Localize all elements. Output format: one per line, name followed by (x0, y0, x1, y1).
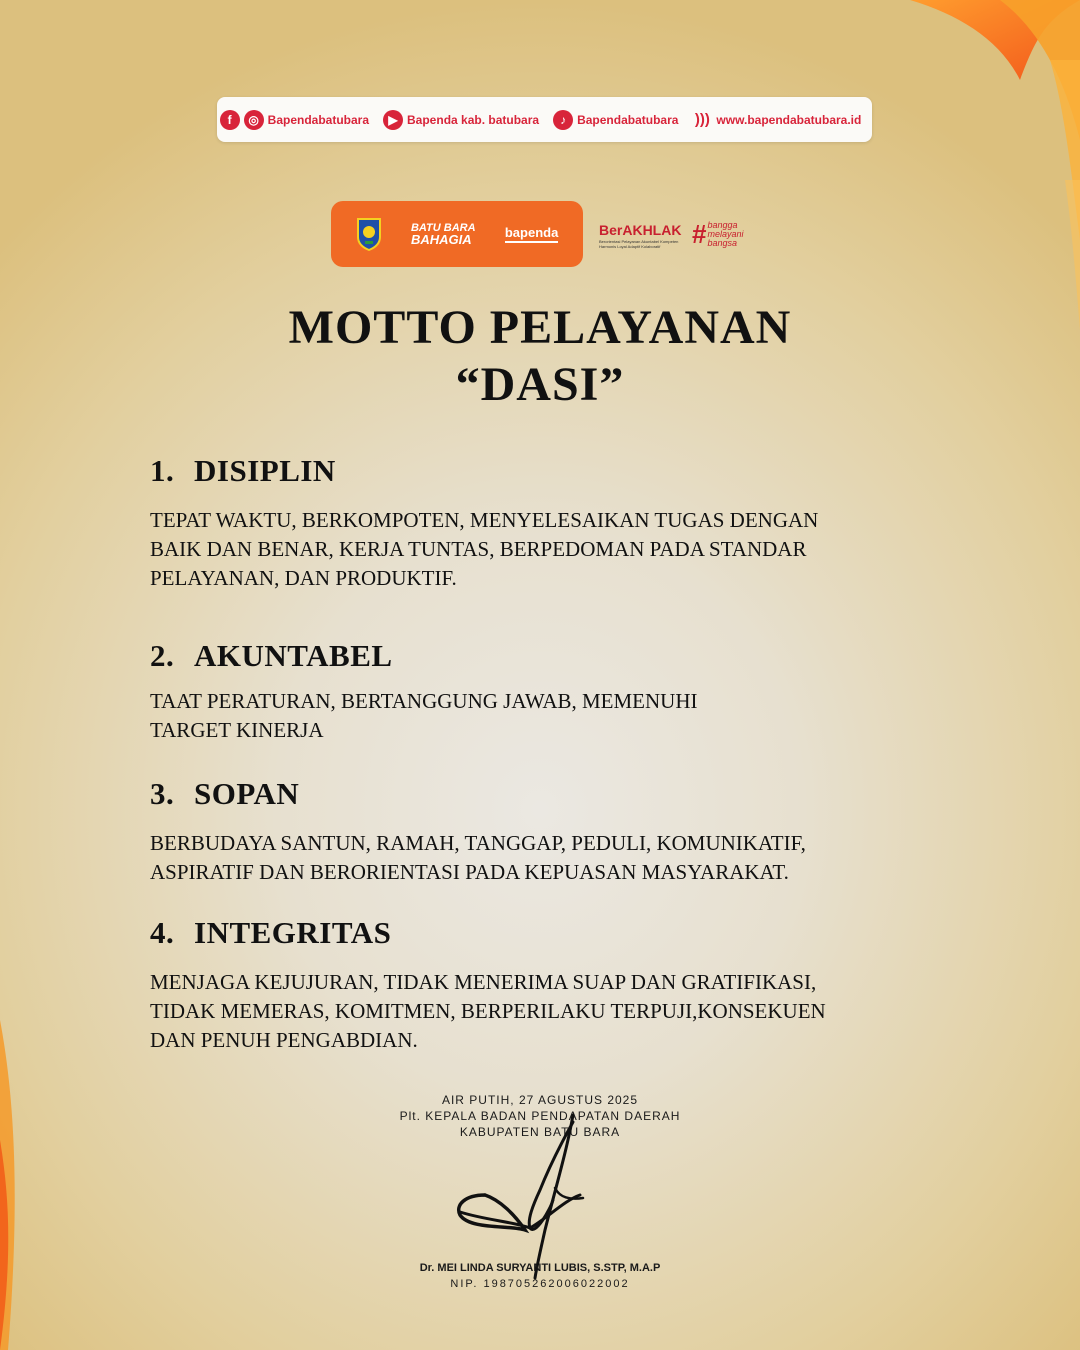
logo-text-line2: BAHAGIA (410, 232, 472, 247)
bangga-melayani-bangsa-logo (692, 221, 744, 248)
bangga-text-1: bangga (707, 220, 738, 230)
hashtag-icon: # (692, 219, 707, 249)
batu-bara-bahagia-logo (411, 222, 476, 246)
social-tiktok[interactable] (553, 110, 678, 130)
social-facebook-instagram[interactable] (220, 110, 369, 130)
section-disiplin (150, 453, 940, 593)
section-body: TEPAT WAKTU, BERKOMPOTEN, MENYELESAIKAN TUGAS DENGAN BAIK DAN BENAR, KERJA TUNTAS, BERPEDOMAN PADA STANDAR PELAYANAN, DAN PRODUKTIF. (150, 508, 819, 590)
official-position-2: KABUPATEN BATU BARA (459, 1125, 621, 1139)
youtube-icon: ▶ (383, 110, 403, 130)
social-handle-text: Bapendabatubara (267, 112, 370, 127)
section-sopan (150, 776, 940, 887)
facebook-icon: f (220, 110, 240, 130)
section-heading (150, 915, 940, 951)
section-body: MENJAGA KEJUJURAN, TIDAK MENERIMA SUAP DAN GRATIFIKASI, TIDAK MEMERAS, KOMITMEN, BERPERILAKU TERPUJI,KONSEKUEN DAN PENUH PENGABDIAN. (150, 970, 826, 1052)
tiktok-icon: ♪ (553, 110, 573, 130)
section-integritas (150, 915, 940, 1055)
social-youtube[interactable] (383, 110, 539, 130)
section-title: INTEGRITAS (194, 915, 392, 950)
berakhlak-text: BerAKHLAK (599, 222, 682, 238)
bangga-text-2: melayani (707, 229, 744, 239)
section-number: 4. (150, 915, 175, 950)
official-name: Dr. MEI LINDA SURYANTI LUBIS, S.STP, M.A.P (419, 1262, 661, 1274)
section-heading (150, 776, 940, 812)
social-website[interactable] (692, 110, 861, 130)
social-tiktok-text: Bapendabatubara (577, 112, 679, 127)
section-heading (150, 638, 940, 674)
social-website-text: www.bapendabatubara.id (716, 112, 862, 127)
section-title: AKUNTABEL (194, 638, 393, 673)
berakhlak-logo (599, 222, 689, 249)
orange-flame-decoration (850, 0, 1080, 330)
section-heading (150, 453, 940, 489)
section-number: 2. (150, 638, 175, 673)
orange-flame-decoration-left (0, 1020, 40, 1350)
regency-crest-icon (356, 217, 382, 251)
logo-text-line1: BATU BARA (410, 222, 476, 234)
instagram-icon: ◎ (244, 110, 264, 130)
logo-banner (331, 201, 583, 267)
bapenda-logo: bapenda (505, 225, 558, 243)
section-number: 1. (150, 453, 175, 488)
social-youtube-text: Bapenda kab. batubara (407, 112, 540, 127)
bangga-text-3: bangsa (707, 238, 737, 248)
official-position-1: Plt. KEPALA BADAN PENDAPATAN DAERAH (399, 1109, 681, 1123)
page-title: MOTTO PELAYANAN (288, 301, 792, 354)
official-nip: NIP. 198705262006022002 (450, 1278, 630, 1290)
place-date: AIR PUTIH, 27 AGUSTUS 2025 (441, 1093, 639, 1107)
section-body: TAAT PERATURAN, BERTANGGUNG JAWAB, MEMENUHI TARGET KINERJA (150, 689, 698, 742)
handwritten-signature (455, 1110, 595, 1280)
section-title: DISIPLIN (194, 453, 336, 488)
section-akuntabel (150, 638, 940, 745)
section-body: BERBUDAYA SANTUN, RAMAH, TANGGAP, PEDULI, KOMUNIKATIF, ASPIRATIF DAN BERORIENTASI PADA KEPUASAN MASYARAKAT. (150, 831, 806, 884)
rss-icon: ))) (694, 111, 710, 128)
social-media-bar (217, 97, 872, 142)
section-number: 3. (150, 776, 175, 811)
page-subtitle: “DASI” (455, 358, 625, 411)
section-title: SOPAN (194, 776, 300, 811)
berakhlak-tagline: Berorientasi Pelayanan Akuntabel Kompeten Harmonis Loyal Adaptif Kolaboratif (599, 239, 679, 249)
